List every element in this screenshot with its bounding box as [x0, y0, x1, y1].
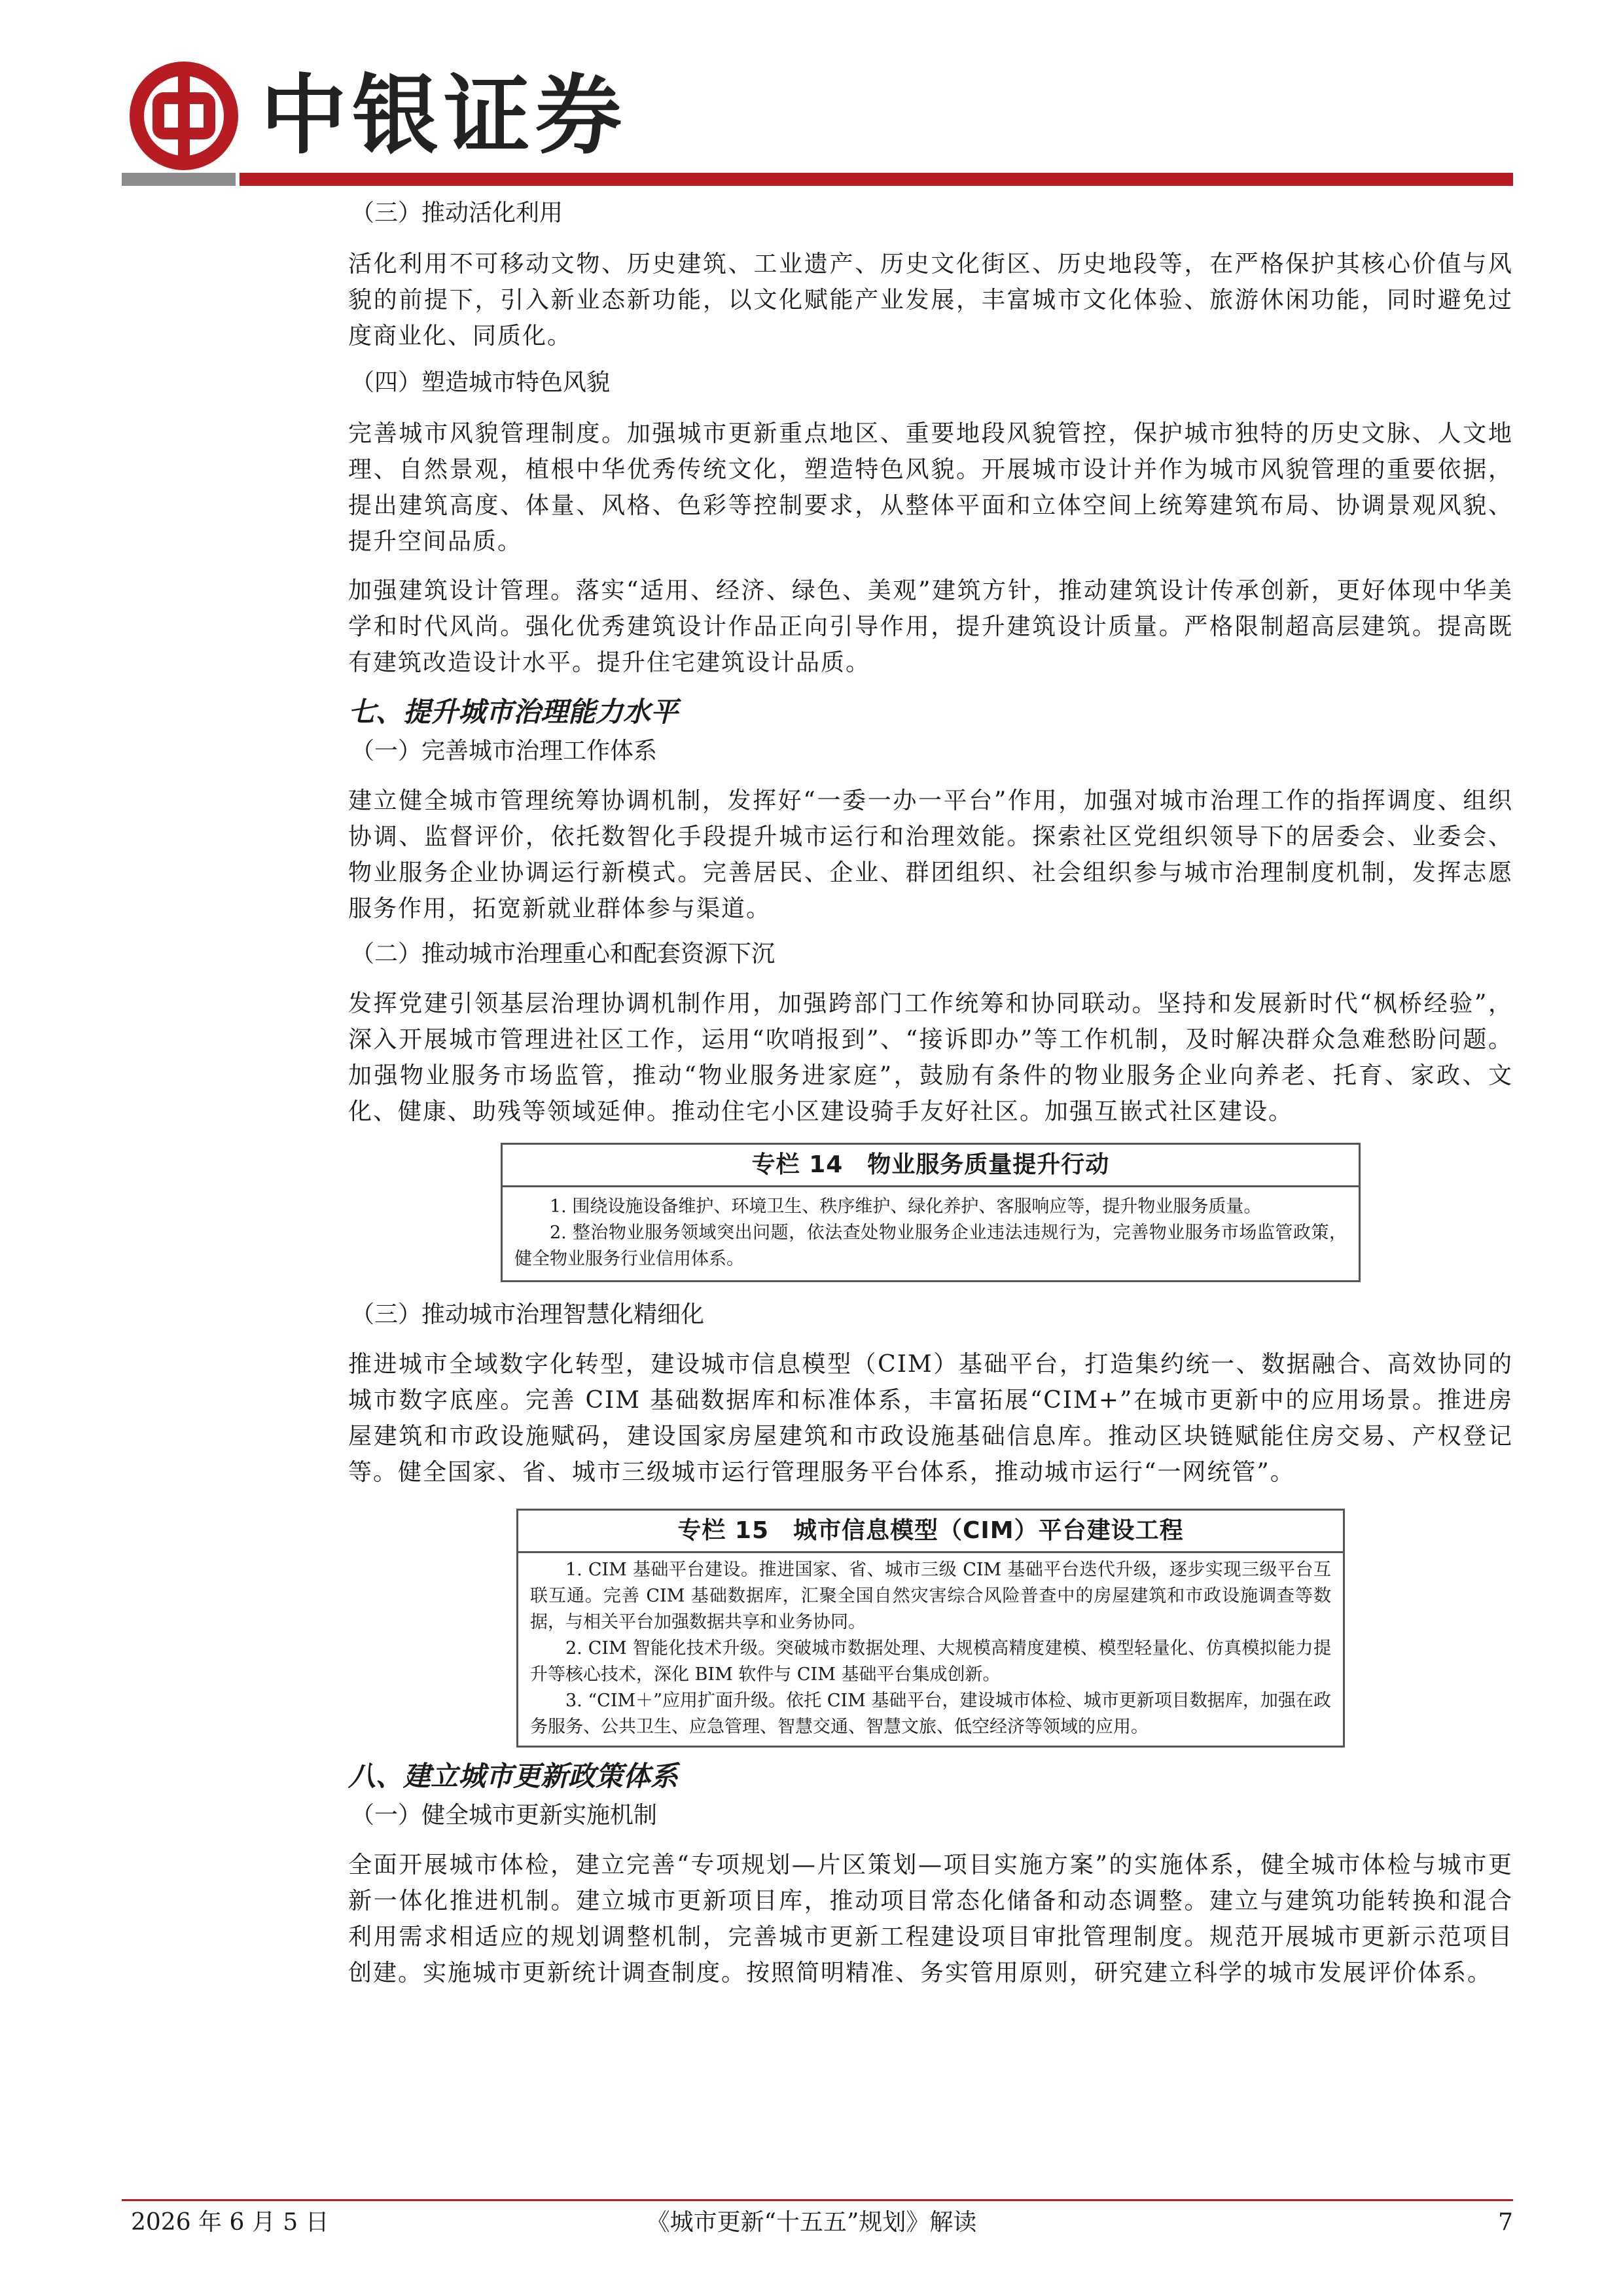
box-item: 2. 整治物业服务领域突出问题，依法查处物业服务企业违法违规行为，完善物业服务市场监管政策，健全物业服务行业信用体系。 — [514, 1223, 1347, 1269]
box-item: 2. CIM 智能化技术升级。突破城市数据处理、大规模高精度建模、模型轻量化、仿真模拟能力提升等核心技术，深化 BIM 软件与 CIM 基础平台集成创新。 — [530, 1638, 1331, 1685]
section-heading: （三）推动活化利用 — [351, 200, 563, 226]
section-heading: （一）健全城市更新实施机制 — [351, 1802, 658, 1829]
paragraph: 完善城市风貌管理制度。加强城市更新重点地区、重要地段风貌管控，保护城市独特的历史文脉、人文地理、自然景观，植根中华优秀传统文化，塑造特色风貌。开展城市设计并作为城市风貌管理的重要依据，提出建筑高度、体量、风格、色彩等控制要求，从整体平面和立体空间上统筹建筑布局、协调景观风貌、提升空间品质。 — [348, 420, 1513, 555]
sidebar-box-15 — [516, 1509, 1345, 1748]
box-title: 专栏 14 物业服务质量提升行动 — [503, 1145, 1359, 1187]
paragraph: 建立健全城市管理统筹协调机制，发挥好“一委一办一平台”作用，加强对城市治理工作的指挥调度、组织协调、监督评价，依托数智化手段提升城市运行和治理效能。探索社区党组织领导下的居委会、业委会、物业服务企业协调运行新模式。完善居民、企业、群团组织、社会组织参与城市治理制度机制，发挥志愿服务作用，拓宽新就业群体参与渠道。 — [348, 787, 1513, 922]
brand-name: 中银证券 — [260, 65, 627, 166]
section-heading: （一）完善城市治理工作体系 — [351, 738, 658, 764]
paragraph: 推进城市全域数字化转型，建设城市信息模型（CIM）基础平台，打造集约统一、数据融合、高效协同的城市数字底座。完善 CIM 基础数据库和标准体系，丰富拓展“CIM+”在城市更新中的应用场景。推进房屋建筑和市政设施赋码，建设国家房屋建筑和市政设施基础信息库。推动区块链赋能住房交易、产权登记等。健全国家、省、城市三级城市运行管理服务平台体系，推动城市运行“一网统管”。 — [348, 1351, 1513, 1486]
page-body — [348, 188, 1513, 1991]
paragraph: 全面开展城市体检，建立完善“专项规划—片区策划—项目实施方案”的实施体系，健全城市体检与城市更新一体化推进机制。建立城市更新项目库，推动项目常态化储备和动态调整。建立与建筑功能转换和混合利用需求相适应的规划调整机制，完善城市更新工程建设项目审批管理制度。规范开展城市更新示范项目创建。实施城市更新统计调查制度。按照简明精准、务实管用原则，研究建立科学的城市发展评价体系。 — [348, 1852, 1513, 1986]
header-rule-red — [240, 173, 1513, 186]
sidebar-box-14 — [501, 1143, 1361, 1282]
paragraph: 发挥党建引领基层治理协调机制作用，加强跨部门工作统筹和协同联动。坚持和发展新时代“枫桥经验”，深入开展城市管理进社区工作，运用“吹哨报到”、“接诉即办”等工作机制，及时解决群众急难愁盼问题。加强物业服务市场监管，推动“物业服务进家庭”，鼓励有条件的物业服务企业向养老、托育、家政、文化、健康、助残等领域延伸。推动住宅小区建设骑手友好社区。加强互嵌式社区建设。 — [348, 990, 1513, 1125]
page-number: 7 — [1498, 2209, 1513, 2236]
brand-logo — [128, 60, 627, 171]
header-rule-gray — [122, 173, 236, 186]
box-item: 1. CIM 基础平台建设。推进国家、省、城市三级 CIM 基础平台迭代升级，逐步实现三级平台互联互通。完善 CIM 基础数据库，汇聚全国自然灾害综合风险普查中的房屋建筑和市政设施调查等数据，与相关平台加强数据共享和业务协同。 — [530, 1560, 1331, 1632]
footer-rule — [122, 2199, 1513, 2201]
footer-date: 2026 年 6 月 5 日 — [131, 2209, 329, 2236]
chapter-heading: 八、建立城市更新政策体系 — [348, 1760, 679, 1792]
box-title: 专栏 15 城市信息模型（CIM）平台建设工程 — [518, 1511, 1343, 1553]
paragraph: 活化利用不可移动文物、历史建筑、工业遗产、历史文化街区、历史地段等，在严格保护其核心价值与风貌的前提下，引入新业态新功能，以文化赋能产业发展，丰富城市文化体验、旅游休闲功能，同时避免过度商业化、同质化。 — [348, 251, 1513, 350]
section-heading: （二）推动城市治理重心和配套资源下沉 — [351, 941, 776, 967]
paragraph: 加强建筑设计管理。落实“适用、经济、绿色、美观”建筑方针，推动建筑设计传承创新，更好体现中华美学和时代风尚。强化优秀建筑设计作品正向引导作用，提升建筑设计质量。严格限制超高层建筑。提高既有建筑改造设计水平。提升住宅建筑设计品质。 — [348, 577, 1513, 676]
box-item: 1. 围绕设施设备维护、环境卫生、秩序维护、绿化养护、客服响应等，提升物业服务质量。 — [550, 1196, 1262, 1217]
chapter-heading: 七、提升城市治理能力水平 — [348, 696, 679, 728]
section-heading: （四）塑造城市特色风貌 — [351, 369, 611, 396]
boc-logo-icon — [128, 60, 240, 171]
box-item: 3. “CIM＋”应用扩面升级。依托 CIM 基础平台，建设城市体检、城市更新项目数据库，加强在政务服务、公共卫生、应急管理、智慧交通、智慧文旅、低空经济等领域的应用。 — [530, 1691, 1331, 1737]
footer-title: 《城市更新“十五五”规划》解读 — [646, 2209, 977, 2236]
section-heading: （三）推动城市治理智慧化精细化 — [351, 1301, 705, 1328]
